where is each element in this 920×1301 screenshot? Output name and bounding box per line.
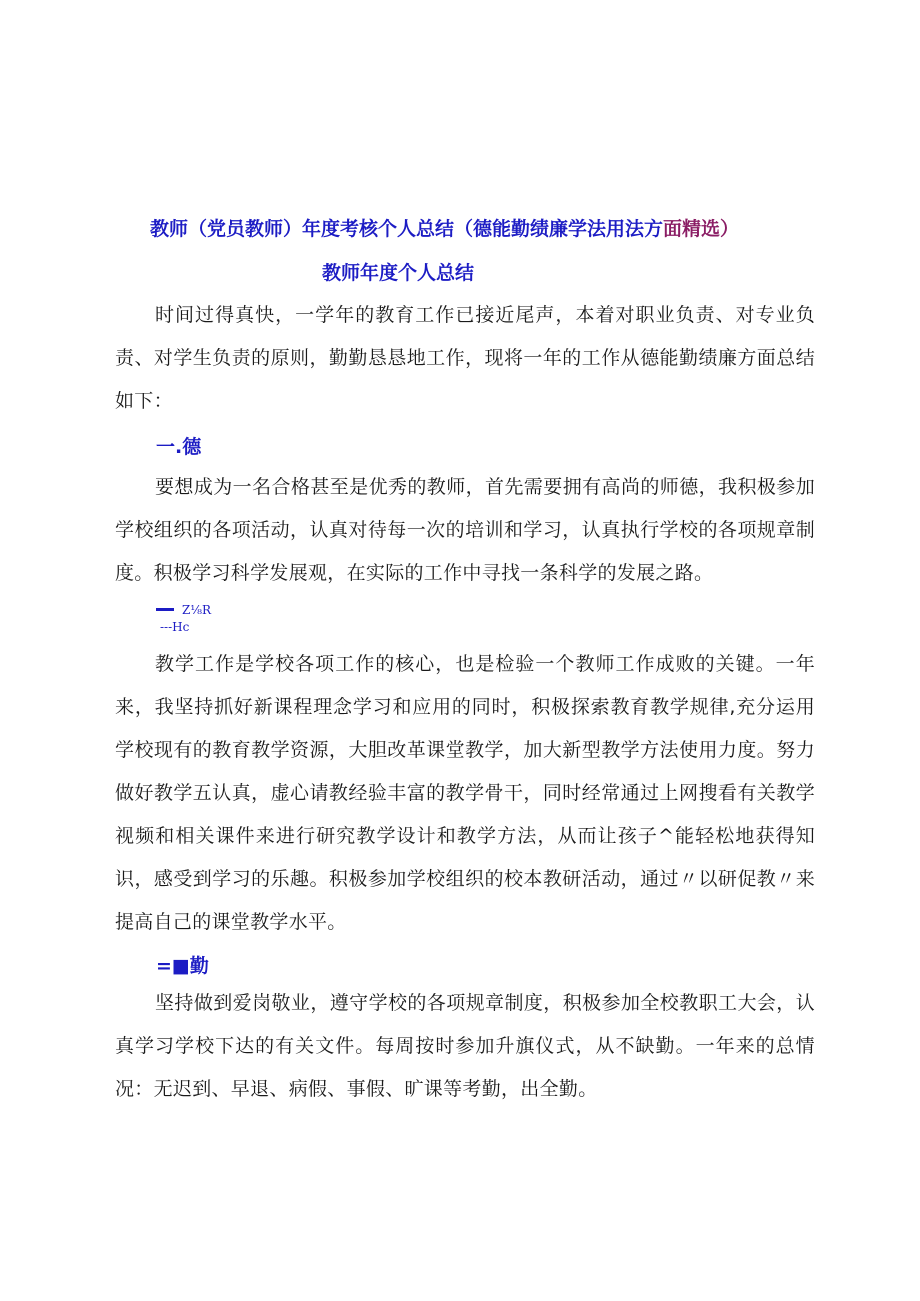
section-heading-de: 一.德 — [156, 436, 202, 458]
title-main-text: 教师（党员教师）年度考核个人总结（德能勤绩廉学法用法方 — [150, 218, 664, 240]
heading-garbled-line2: ---Hc — [160, 620, 190, 634]
section-body-de: 要想成为一名合格甚至是优秀的教师，首先需要拥有高尚的师德，我积极参加学校组织的各项活动，认真对待每一次的培训和学习，认真执行学校的各项规章制度。积极学习科学发展观，在实际的工作中寻找一条科学的发展之路。 — [115, 476, 815, 584]
document-title — [150, 215, 850, 243]
section-body-neng: 教学工作是学校各项工作的核心，也是检验一个教师工作成败的关键。一年来，我坚持抓好新课程理念学习和应用的同时，积极探索教育教学规律,充分运用学校现有的教育教学资源，大胆改革课堂教学，加大新型教学方法使用力度。努力做好教学五认真，虚心请教经验丰富的教学骨干，同时经常通过上网搜看有关教学视频和相关课件来进行研究教学设计和教学方法，从而让孩子^能轻松地获得知识，感受到学习的乐趣。积极参加学校组织的校本教研活动，通过〃以研促教〃来提高自己的课堂教学水平。 — [115, 653, 815, 933]
document-subtitle: 教师年度个人总结 — [322, 262, 475, 284]
intro-paragraph: 时间过得真快，一学年的教育工作已接近尾声，本着对职业负责、对专业负责、对学生负责的原则，勤勤恳恳地工作，现将一年的工作从德能勤绩廉方面总结如下： — [115, 304, 815, 412]
heading-garbled-line1: Z⅛R — [182, 603, 212, 617]
heading-dash — [156, 608, 174, 611]
section-heading-qin: =■勤 — [156, 955, 209, 977]
section-body-qin: 坚持做到爱岗敬业，遵守学校的各项规章制度，积极参加全校教职工大会，认真学习学校下达的有关文件。每周按时参加升旗仪式，从不缺勤。一年来的总情况：无迟到、早退、病假、事假、旷课等考勤，出全勤。 — [115, 992, 815, 1100]
title-accent-text: 面精选） — [663, 218, 740, 240]
section-heading-neng — [156, 600, 211, 636]
